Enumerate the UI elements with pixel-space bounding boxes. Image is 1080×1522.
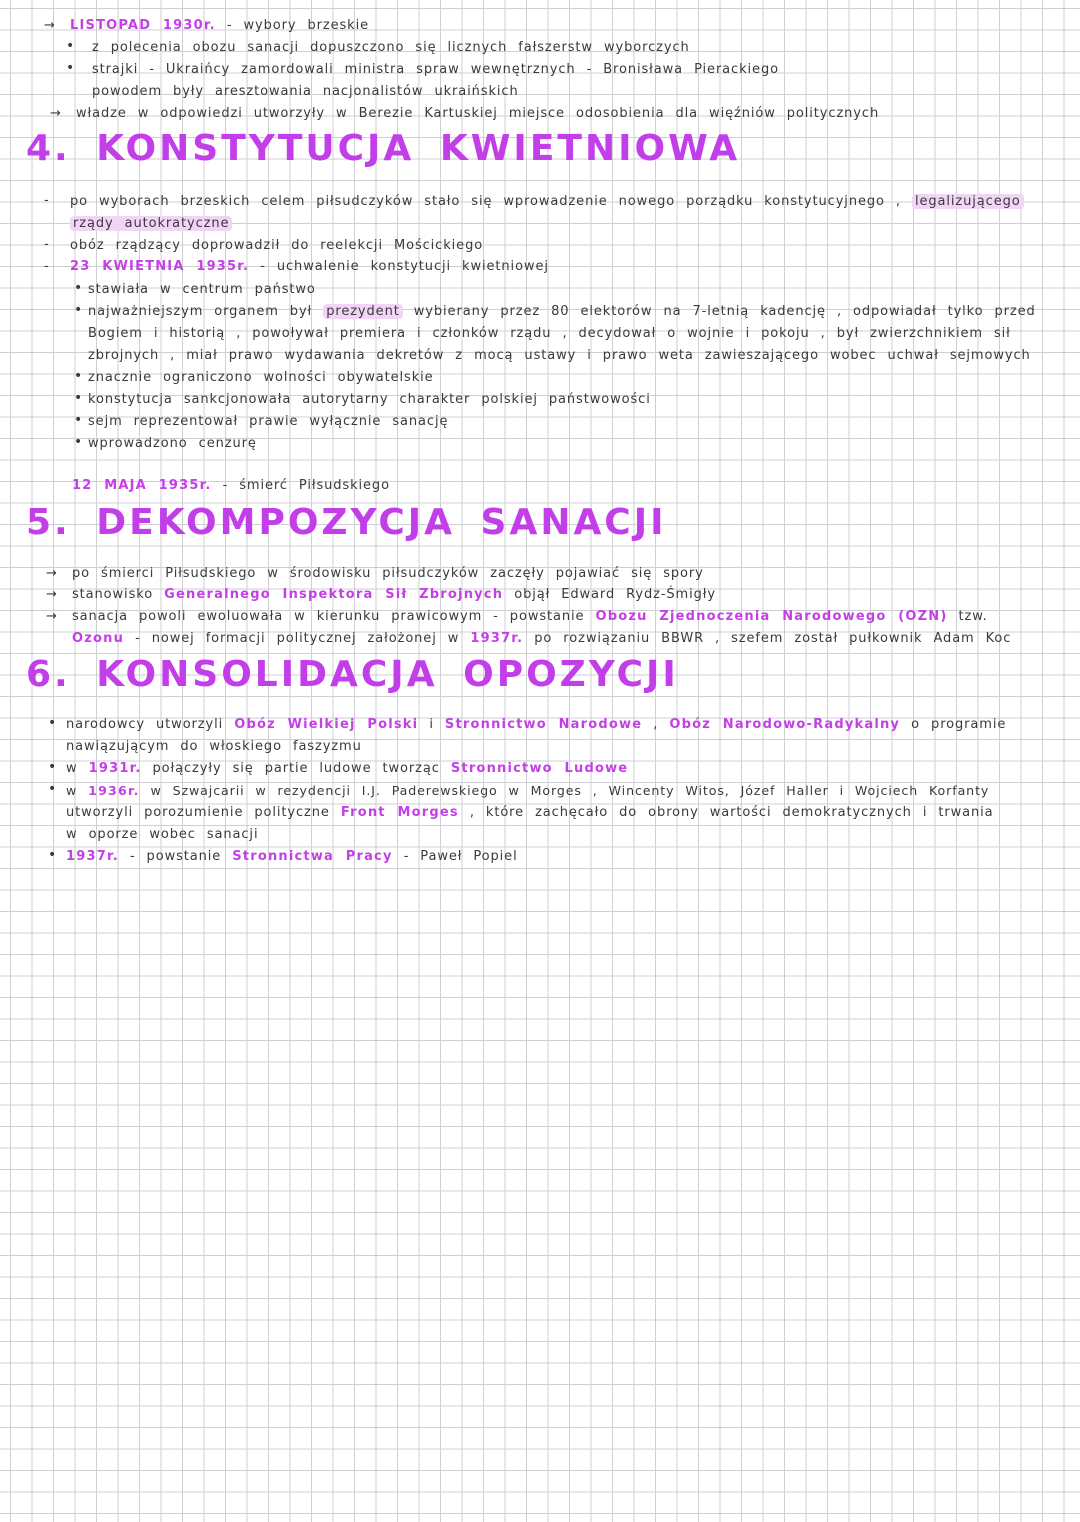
text-line: sejm reprezentował prawie wyłącznie sanację (88, 414, 449, 429)
text-line (70, 259, 549, 274)
text-line: w oporze wobec sanacji (66, 827, 259, 842)
text: o programie (911, 717, 1007, 732)
date-label: 1937r. (470, 631, 524, 646)
text-line: stawiała w centrum państwo (88, 282, 316, 297)
text-line: powodem były aresztowania nacjonalistów ukraińskich (92, 84, 519, 99)
text: w (66, 783, 78, 798)
bullet-icon: • (48, 715, 57, 731)
dash-icon: - (44, 193, 49, 208)
text: sanacja powoli ewoluowała w kierunku prawicowym - powstanie (72, 609, 585, 624)
text-line: z polecenia obozu sanacji dopuszczono się licznych fałszerstw wyborczych (92, 40, 690, 55)
text: - Paweł Popiel (403, 849, 518, 864)
text-line (72, 609, 988, 624)
highlight-term: Obóz Wielkiej Polski (234, 717, 419, 732)
date-label: LISTOPAD 1930r. (70, 18, 216, 33)
arrow-icon: → (50, 106, 61, 121)
text-line: nawiązującym do włoskiego faszyzmu (66, 739, 362, 754)
date-label: 23 KWIETNIA 1935r. (70, 259, 250, 274)
text-line: wprowadzono cenzurę (88, 436, 257, 451)
bullet-icon: • (74, 434, 83, 450)
text: utworzyli porozumienie polityczne (66, 805, 330, 820)
section-heading: 6. KONSOLIDACJA OPOZYCJI (26, 654, 679, 695)
text: - śmierć Piłsudskiego (222, 478, 390, 493)
arrow-icon: → (46, 609, 57, 624)
arrow-icon: → (46, 566, 57, 581)
text: - uchwalenie konstytucji kwietniowej (260, 259, 549, 274)
text-line: obóz rządzący doprowadził do reelekcji Mościckiego (70, 238, 484, 253)
highlight-term: Stronnictwo Narodowe (444, 717, 643, 732)
bullet-icon: • (74, 390, 83, 406)
text: wybierany przez 80 elektorów na 7-letnią kadencję , odpowiadał tylko przed (413, 304, 1036, 319)
text: po wyborach brzeskich celem piłsudczyków stało się wprowadzenie nowego porządku konstytucyjnego , (70, 194, 901, 209)
dash-icon: - (44, 259, 49, 274)
bullet-icon: • (48, 759, 57, 775)
date-label: 1931r. (88, 761, 142, 776)
text-line (66, 761, 628, 776)
highlighted-text: legalizującego (912, 194, 1024, 209)
bullet-icon: • (66, 60, 75, 76)
text-line (72, 587, 716, 602)
text: i (429, 717, 434, 732)
bullet-icon: • (66, 38, 75, 54)
text-line (66, 717, 1006, 732)
highlight-term: Stronnictwa Pracy (232, 849, 393, 864)
arrow-icon: → (46, 587, 57, 602)
highlight-term: Ozonu (72, 631, 125, 646)
text-line (88, 304, 1036, 319)
text: po rozwiązaniu BBWR , szefem został pułkownik Adam Koc (534, 631, 1012, 646)
text-line (66, 849, 518, 864)
text-line (66, 783, 989, 798)
text: , (653, 717, 659, 732)
text-line: zbrojnych , miał prawo wydawania dekretów z mocą ustawy i prawo weta zawieszającego wobec uchwał sejmowych (88, 348, 1031, 363)
text: narodowcy utworzyli (66, 717, 224, 732)
section-heading: 4. KONSTYTUCJA KWIETNIOWA (26, 128, 741, 169)
text-line (66, 805, 994, 820)
text-line: po śmierci Piłsudskiego w środowisku piłsudczyków zaczęły pojawiać się spory (72, 566, 704, 581)
text: połączyły się partie ludowe tworząc (152, 761, 440, 776)
text-line: władze w odpowiedzi utworzyły w Berezie Kartuskiej miejsce odosobienia dla więźniów politycznych (76, 106, 880, 121)
text: , które zachęcało do obrony wartości demokratycznych i trwania (469, 805, 994, 820)
date-label: 12 MAJA 1935r. (72, 478, 212, 493)
arrow-icon: → (44, 18, 55, 33)
date-label: 1937r. (66, 849, 119, 864)
date-label: 1936r. (88, 783, 140, 798)
text-line: znacznie ograniczono wolności obywatelskie (88, 370, 434, 385)
highlighted-text: rządy autokratyczne (70, 216, 232, 231)
bullet-icon: • (48, 781, 57, 797)
bullet-icon: • (74, 280, 83, 296)
text-line: Bogiem i historią , powoływał premiera i członków rządu , decydował o wojnie i pokoju , był zwierzchnikiem sił (88, 326, 1011, 341)
text-line: konstytucja sankcjonowała autorytarny charakter polskiej państwowości (88, 392, 651, 407)
dash-icon: - (44, 237, 49, 252)
highlight-term: Front Morges (340, 805, 459, 820)
highlight-term: Stronnictwo Ludowe (450, 761, 629, 776)
text: - powstanie (129, 849, 222, 864)
text-line (70, 216, 232, 231)
text: - wybory brzeskie (226, 18, 369, 33)
text: objął Edward Rydz-Śmigły (514, 587, 716, 602)
text-line (70, 194, 1024, 209)
text-line: strajki - Ukraińcy zamordowali ministra spraw wewnętrznych - Bronisława Pierackiego (92, 62, 779, 77)
text-line (72, 631, 1011, 646)
highlighted-text: prezydent (323, 304, 403, 319)
text: w (66, 761, 78, 776)
text: w Szwajcarii w rezydencji I.J. Paderewskiego w Morges , Wincenty Witos, Józef Haller i Wojciech Korfanty (150, 783, 990, 798)
text-line (72, 478, 390, 493)
bullet-icon: • (74, 412, 83, 428)
text: tzw. (958, 609, 988, 624)
highlight-term: Obóz Narodowo-Radykalny (669, 717, 901, 732)
highlight-term: Obozu Zjednoczenia Narodowego (OZN) (595, 609, 948, 624)
text: stanowisko (72, 587, 154, 602)
bullet-icon: • (48, 847, 57, 863)
text: - nowej formacji politycznej założonej w (135, 631, 460, 646)
bullet-icon: • (74, 368, 83, 384)
text: najważniejszym organem był (88, 304, 313, 319)
bullet-icon: • (74, 302, 83, 318)
text-line (70, 18, 369, 33)
highlight-term: Generalnego Inspektora Sił Zbrojnych (164, 587, 504, 602)
section-heading: 5. DEKOMPOZYCJA SANACJI (26, 502, 667, 543)
